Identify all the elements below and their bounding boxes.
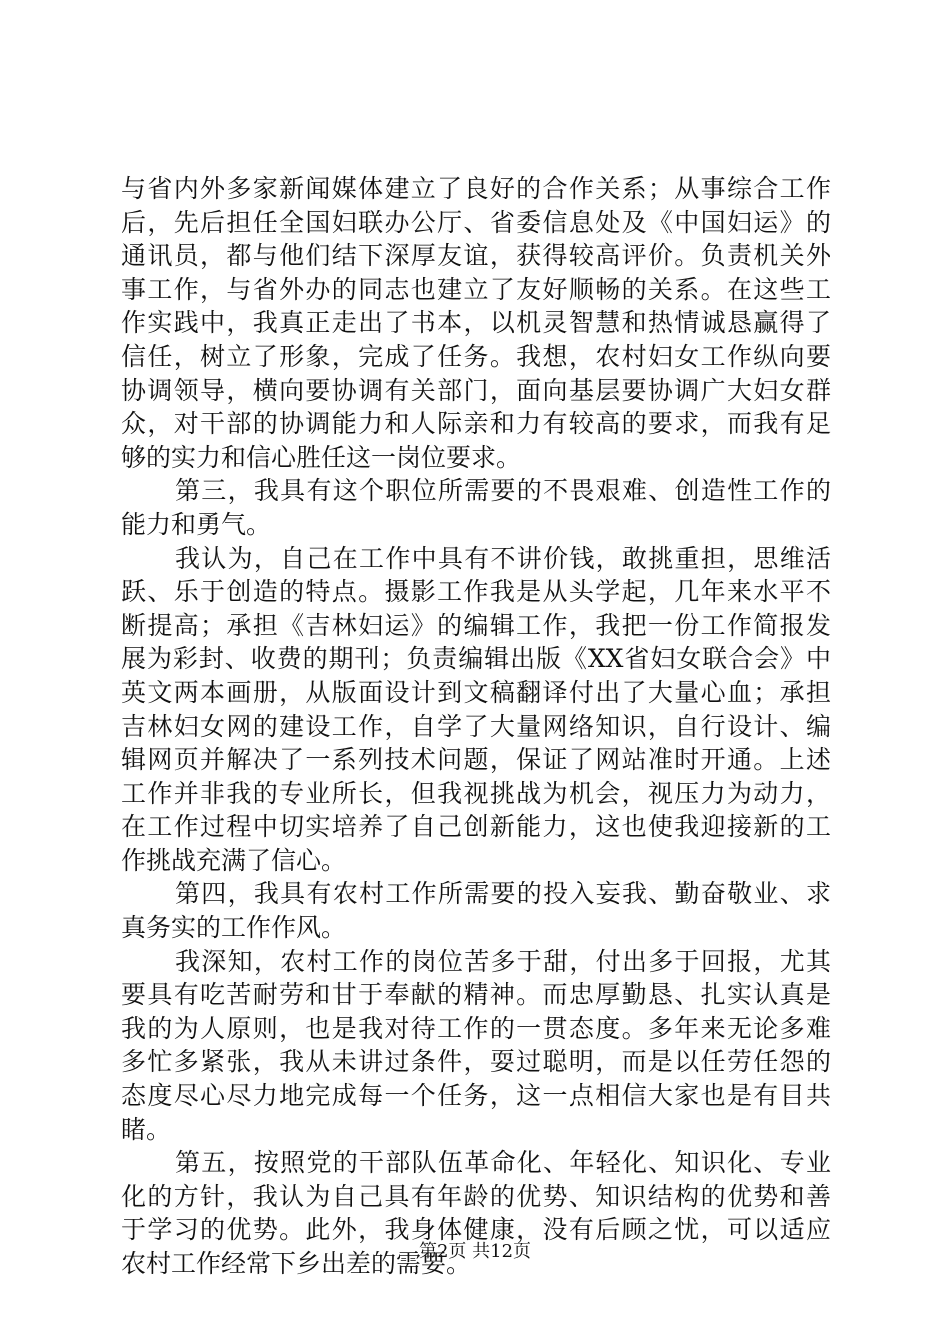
- text-line: 态度尽心尽力地完成每一个任务，这一点相信大家也是有目共: [121, 1081, 831, 1111]
- text-line: 我深知，农村工作的岗位苦多于甜，付出多于回报，尤其: [175, 946, 831, 976]
- text-line: 我认为，自己在工作中具有不讲价钱，敢挑重担，思维活: [175, 543, 831, 573]
- text-line: 作实践中，我真正走出了书本，以机灵智慧和热情诚恳赢得了: [121, 308, 831, 338]
- paragraph-2: [121, 474, 831, 541]
- text-line: 我的为人原则，也是我对待工作的一贯态度。多年来无论多难: [121, 1013, 831, 1043]
- text-line: 英文两本画册，从版面设计到文稿翻译付出了大量心血；承担: [121, 677, 831, 707]
- text-line: 第五，按照党的干部队伍革命化、年轻化、知识化、专业: [175, 1148, 831, 1178]
- text-line: 真务实的工作作风。: [121, 913, 347, 943]
- text-line: 在工作过程中切实培养了自己创新能力，这也使我迎接新的工: [121, 812, 831, 842]
- paragraph-1: [121, 172, 831, 474]
- document-body: [121, 172, 831, 1281]
- text-line: 够的实力和信心胜任这一岗位要求。: [121, 442, 522, 472]
- text-line: 第四，我具有农村工作所需要的投入妄我、勤奋敬业、求: [175, 879, 831, 909]
- text-line: 跃、乐于创造的特点。摄影工作我是从头学起，几年来水平不: [121, 577, 831, 607]
- text-line: 睹。: [121, 1114, 172, 1144]
- text-line: 断提高；承担《吉林妇运》的编辑工作，我把一份工作简报发: [121, 610, 831, 640]
- text-line: 多忙多紧张，我从未讲过条件，耍过聪明，而是以任劳任怨的: [121, 1047, 831, 1077]
- paragraph-3: [121, 542, 831, 878]
- text-line: 第三，我具有这个职位所需要的不畏艰难、创造性工作的: [175, 476, 831, 506]
- text-line: 吉林妇女网的建设工作，自学了大量网络知识，自行设计、编: [121, 711, 831, 741]
- text-line: 于学习的优势。此外，我身体健康，没有后顾之忧，可以适应: [121, 1215, 831, 1245]
- text-line: 通讯员，都与他们结下深厚友谊，获得较高评价。负责机关外: [121, 241, 831, 271]
- text-line: 能力和勇气。: [121, 509, 272, 539]
- text-line: 众，对干部的协调能力和人际亲和力有较高的要求，而我有足: [121, 409, 831, 439]
- page-number: 第2页 共12页: [418, 1241, 532, 1262]
- text-line: 与省内外多家新闻媒体建立了良好的合作关系；从事综合工作: [121, 174, 831, 203]
- text-line: 协调领导，横向要协调有关部门，面向基层要协调广大妇女群: [121, 375, 831, 405]
- text-line: 工作并非我的专业所长，但我视挑战为机会，视压力为动力，: [121, 778, 831, 808]
- text-line: 展为彩封、收费的期刊；负责编辑出版《XX省妇女联合会》中: [121, 644, 831, 674]
- text-line: 后，先后担任全国妇联办公厅、省委信息处及《中国妇运》的: [121, 207, 831, 237]
- text-line: 要具有吃苦耐劳和甘于奉献的精神。而忠厚勤恳、扎实认真是: [121, 980, 831, 1010]
- text-line: 辑网页并解决了一系列技术问题，保证了网站准时开通。上述: [121, 745, 831, 775]
- paragraph-5: [121, 945, 831, 1147]
- paragraph-4: [121, 877, 831, 944]
- text-line: 事工作，与省外办的同志也建立了友好顺畅的关系。在这些工: [121, 274, 831, 304]
- text-line: 农村工作经常下乡出差的需要。: [121, 1249, 472, 1278]
- text-line: 信任，树立了形象，完成了任务。我想，农村妇女工作纵向要: [121, 341, 831, 371]
- text-line: 作挑战充满了信心。: [121, 845, 347, 875]
- text-line: 化的方针，我认为自己具有年龄的优势、知识结构的优势和善: [121, 1181, 831, 1211]
